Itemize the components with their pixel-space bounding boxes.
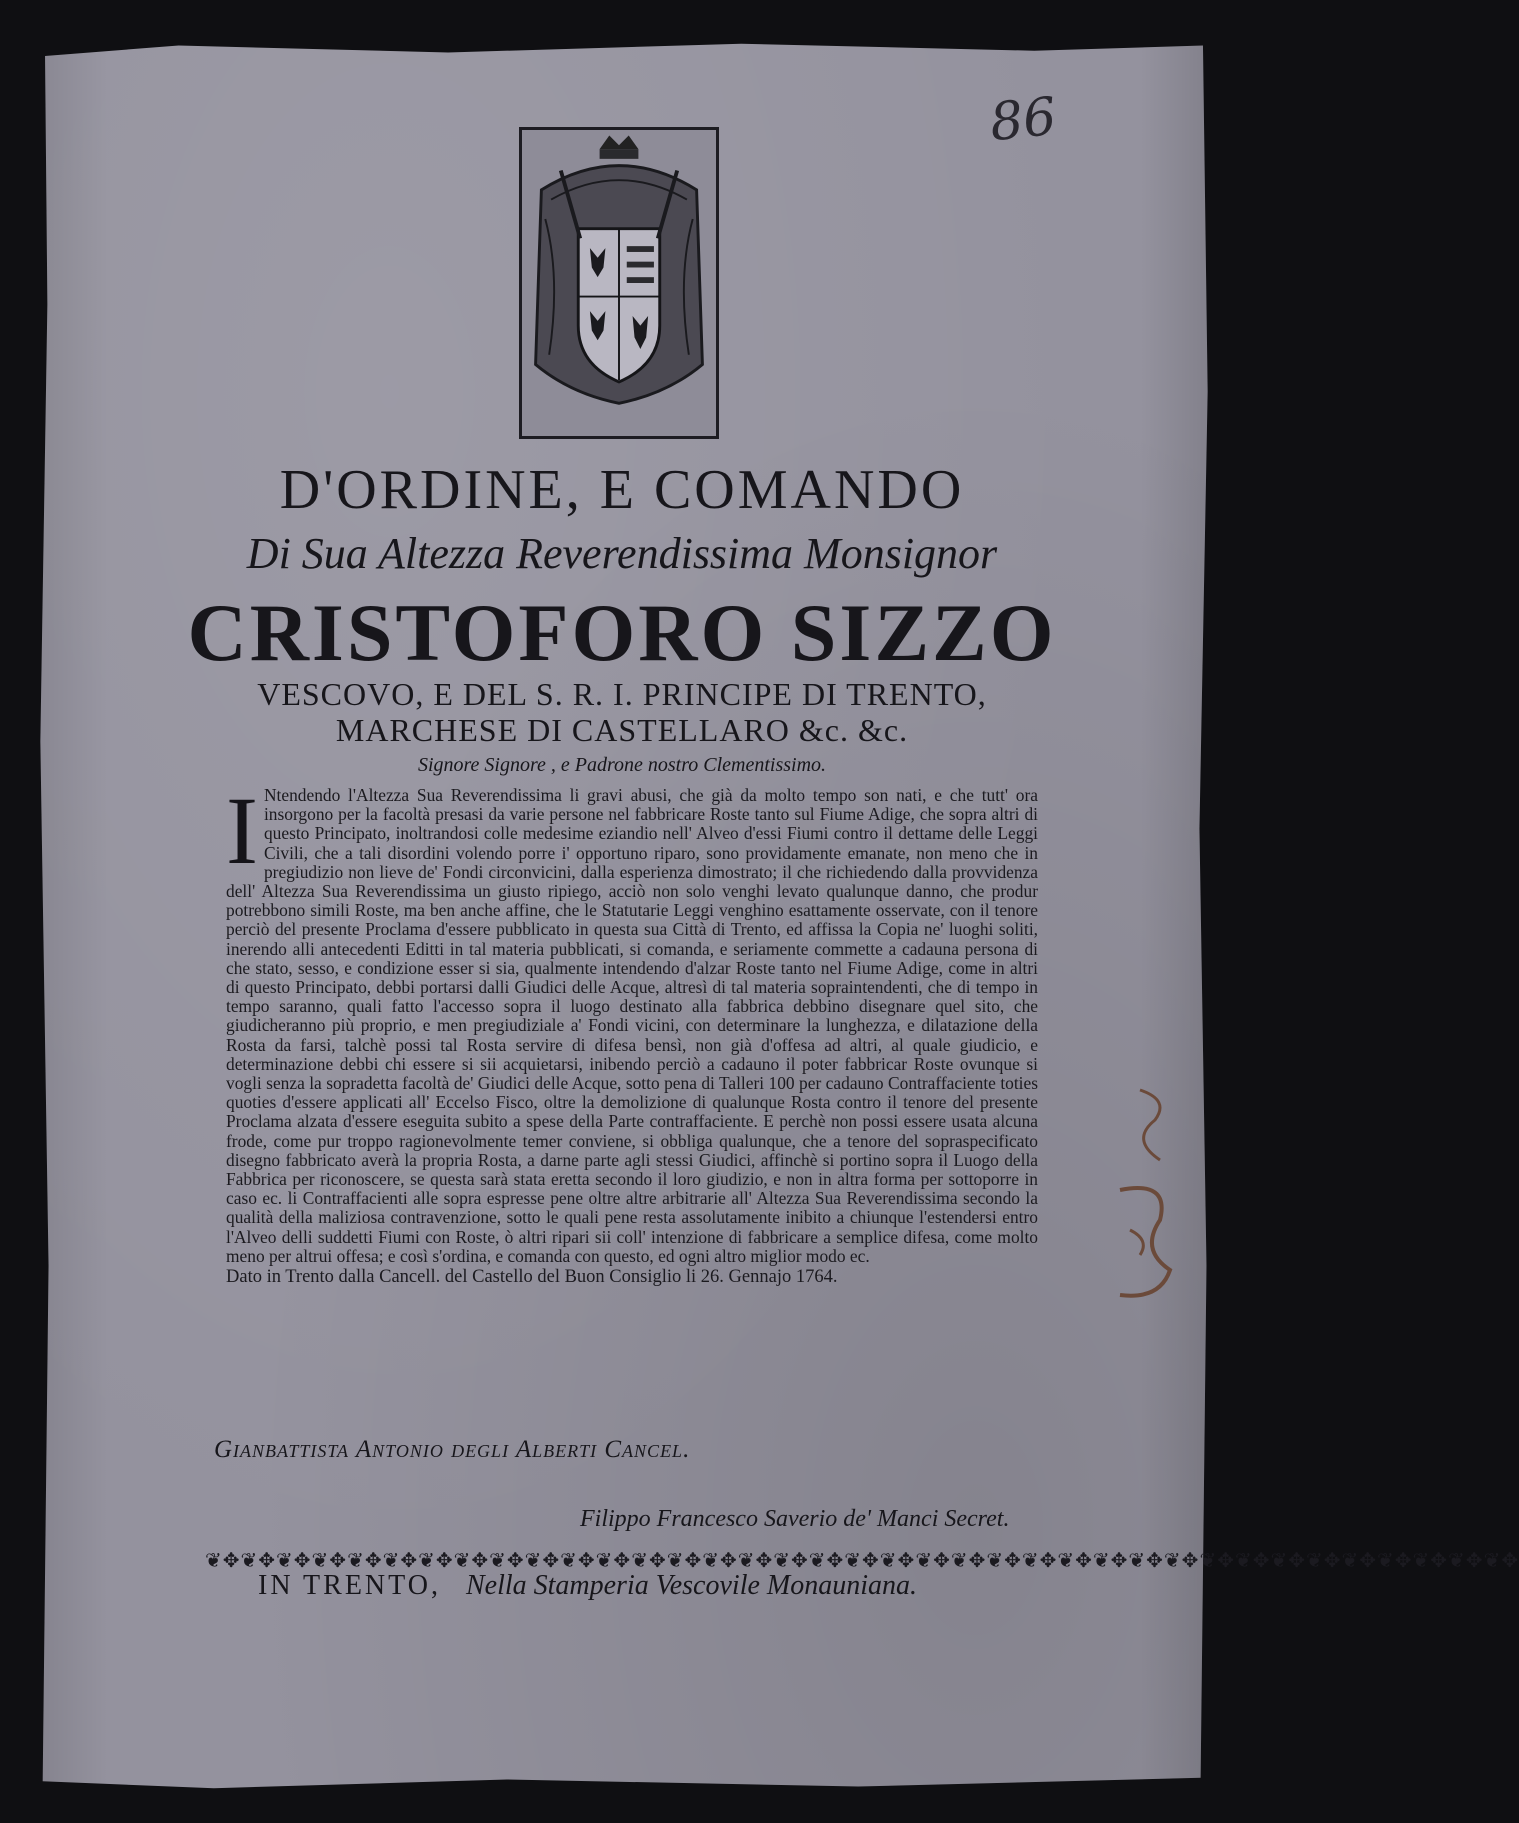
date-line: Dato in Trento dalla Cancell. del Castello del Buon Consiglio li 26. Gennajo 1764. [226,1267,838,1288]
imprint-city: IN TRENTO, [258,1570,441,1601]
proclamation-text: Ntendendo l'Altezza Sua Reverendissima li gravi abusi, che già da molto tempo son nati, e che tutt' ora insorgono per la facoltà presasi da varie persone nel fabbricare Roste tanto sul Fiume Adige, che sopra altri di questo Principato, inoltrandosi colle medesime eziandio nell' Alveo d'essi Fiumi contro il dettame delle Leggi Civili, che a tali disordini volendo porre i' opportuno riparo, sono providamente emanate, non meno che in pregiudizio non lieve de' Fondi circonvicini, dalla esperienza dimostrato; il che richiedendo dalla provvidenza dell' Altezza Sua Reverendissima un giusto ripiego, acciò non solo venghi levato qualunque danno, che produr potrebbono simili Roste, ma ben anche affine, che le Statutarie Leggi venghino esattamente osservate, con il tenore perciò del presente Proclama d'essere pubblicato in questa sua Città di Trento, ed affissa la Copia ne' luoghi soliti, inerendo alli antecedenti Editti in tal materia pubblicati, si comanda, e seriamente commette a cadauna persona di che stato, sesso, e condizione esser si sia, qualmente intendendo d'alzar Roste tanto nel Fiume Adige, come in altri di questo Principato, debbi portarsi dalli Giudici delle Acque, altresì di tal materia sopraintendenti, che di tempo in tempo saranno, quali fatto l'accesso sopra il luogo destinato alla fabbrica debbino disegnare quel sito, che giudicheranno più proprio, e men pregiudiziale a' Fondi vicini, con determinare la lunghezza, e dilatazione della Rosta da farsi, talchè possi tal Rosta servire di difesa bensì, non già d'offesa ad altri, al quale giudicio, e determinazione debbi chi essere si sii acquietarsi, inibendo perciò a cadauno il poter fabbricar Roste ovunque si vogli senza la sopradetta facoltà de' Giudici delle Acque, sotto pena di Talleri 100 per cadauno Contraffaciente toties quoties d'essere applicati all' Eccelso Fisco, oltre la demolizione di qualunque Rosta contro il tenore del presente Proclama alzata d'essere eseguita subito a spese della Parte contraffaciente. E perchè non possi essere usata alcuna frode, come pur troppo ragionevolmente temer conviene, si obbliga qualunque, che a tenore del sopraspecificato disegno fabbricato averà la propria Rosta, a darne parte agli stessi Giudici, affinchè si portino sopra il Luogo della Fabbrica per riconoscere, se questa sarà stata eretta secondo il loro giudizio, e non in altra forma per sottoporre in caso ec. li Contraffacienti alle sopra espresse pene oltre altre arbitrarie all' Altezza Sua Reverendissima secondo la qualità della maliziosa contravenzione, sotto le quali pene resta assolutamente inibito a chiunque l'estendersi entro l'Alveo delli suddetti Fiumi con Roste, ò altri ripari sii coll' intenzione di fabbricare a semplice difesa, come molto meno per altrui offesa; e così s'ordina, e comanda con questo, ed ogni altro miglior modo ec. [226,785,1038,1266]
heading-marquis-line: MARCHESE DI CASTELLARO &c. &c. [335,712,909,748]
heading-name-line: CRISTOFORO SIZZO [187,587,1057,678]
proclamation-body [226,777,1038,1288]
heading-title-line: Di Sua Altezza Reverendissima Monsignor [246,529,998,578]
imprint-press: Nella Stamperia Vescovile Monauniana. [465,1570,918,1601]
heading-order-line: D'ORDINE, E COMANDO [279,459,965,521]
heading-office-line: VESCOVO, E DEL S. R. I. PRINCIPE DI TRENTO, [257,676,987,712]
coat-of-arms-emblem [519,127,719,439]
ornamental-border: ❦✥❦✥❦✥❦✥❦✥❦✥❦✥❦✥❦✥❦✥❦✥❦✥❦✥❦✥❦✥❦✥❦✥❦✥❦✥❦✥❦✥❦✥❦✥❦✥❦✥❦✥❦✥❦✥❦✥❦✥❦✥❦✥❦✥❦✥❦✥❦✥❦✥ [205,1550,1519,1572]
secretary-signature: Filippo Francesco Saverio de' Manci Secret. [580,1506,1010,1532]
chancellor-signature: Gianbattista Antonio degli Alberti Cancel. [214,1436,691,1463]
printer-imprint [258,1570,917,1602]
dropcap-letter: I [226,777,258,884]
handwritten-annotation-icon [1100,1080,1190,1320]
heading-salutation-line: Signore Signore , e Padrone nostro Clementissimo. [417,754,827,776]
coat-of-arms-icon [522,130,716,436]
page-number: 86 [987,86,1060,154]
